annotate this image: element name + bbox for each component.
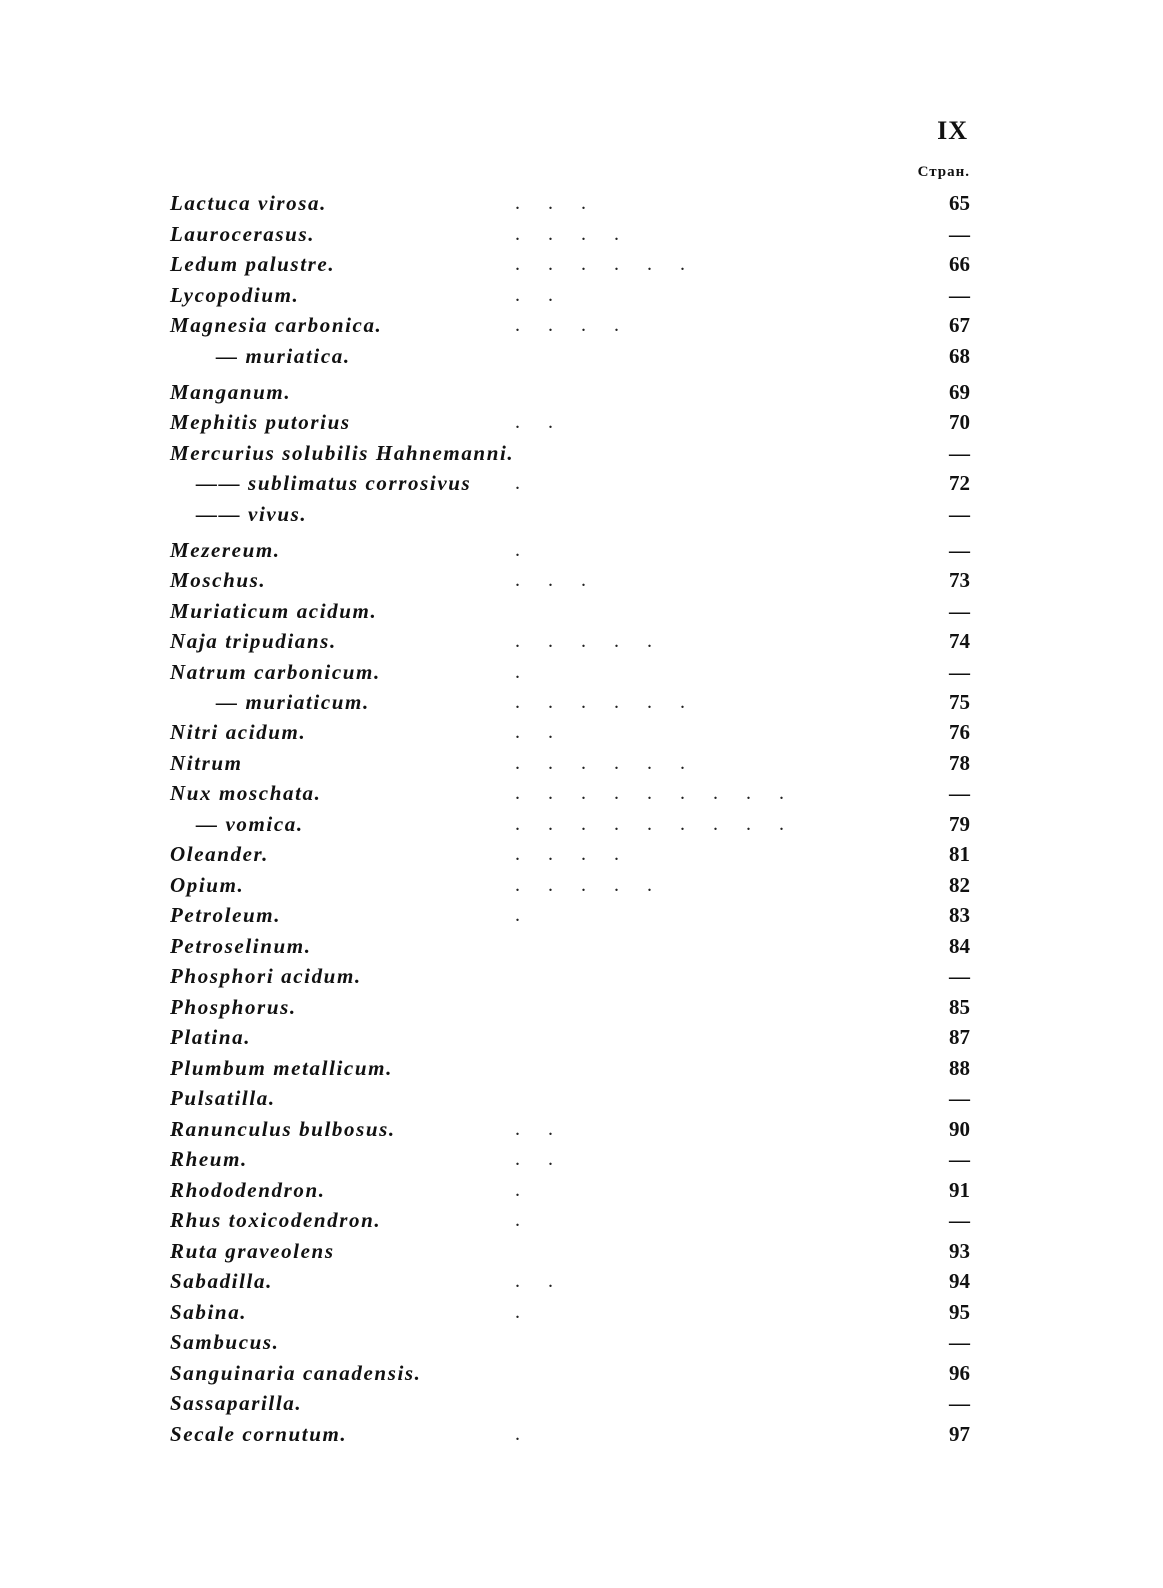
entry-page-number: 84 [949,934,970,958]
dot-leader [515,341,895,371]
toc-entry [0,1266,1163,1296]
entry-page-number: — [949,964,970,988]
entry-page-number: 83 [949,903,970,927]
entry-name: Laurocerasus. [170,222,316,246]
entry-page-number: — [949,283,970,307]
entry-page-number: 94 [949,1269,970,1293]
entry-page-number: 75 [949,690,970,714]
dot-leader: . [515,1209,548,1231]
dot-leader: ......... [515,813,812,835]
entry-name: Oleander. [170,842,269,866]
entry-page-number: 79 [949,812,970,836]
toc-entry [0,961,1163,991]
entry-page-number: — [949,1330,970,1354]
entry-page-number: 90 [949,1117,970,1141]
entry-name: Lactuca virosa. [170,191,327,215]
entry-page-number: 67 [949,313,970,337]
toc-entry [0,499,1163,529]
entry-name: Petroleum. [170,903,282,927]
entry-page-number: — [949,781,970,805]
entry-page-number: 82 [949,873,970,897]
entry-page-number: 66 [949,252,970,276]
entry-name: Natrum carbonicum. [170,660,381,684]
dot-leader: ... [515,192,614,214]
toc-entry [0,992,1163,1022]
toc-entry [0,341,1163,371]
entry-name: — vomica. [196,812,304,836]
entry-name: Phosphori acidum. [170,964,362,988]
entry-page-number: 74 [949,629,970,653]
toc-entry [0,1297,1163,1327]
dot-leader: .... [515,223,647,245]
entry-page-number: 73 [949,568,970,592]
entry-page-number: — [949,599,970,623]
entry-name: Magnesia carbonica. [170,313,383,337]
toc-entry [0,626,1163,656]
dot-leader [515,1053,895,1083]
toc-entry [0,1053,1163,1083]
entry-name: — muriaticum. [216,690,370,714]
entry-page-number: 91 [949,1178,970,1202]
entry-name: Sabina. [170,1300,248,1324]
toc-entry [0,310,1163,340]
entry-page-number: 78 [949,751,970,775]
entry-name: —— sublimatus corrosivus [196,471,472,495]
entry-name: Ruta graveolens [170,1239,335,1263]
toc-entry [0,839,1163,869]
entry-name: Muriaticum acidum. [170,599,378,623]
dot-leader: ...... [515,691,713,713]
dot-leader: .. [515,411,581,433]
toc-entry [0,438,1163,468]
dot-leader [515,438,895,468]
toc-entry [0,717,1163,747]
dot-leader: . [515,1179,548,1201]
toc-entry [0,1388,1163,1418]
toc-entry [0,931,1163,961]
entry-page-number: 70 [949,410,970,434]
toc-entry [0,687,1163,717]
entry-page-number: 76 [949,720,970,744]
entry-page-number: 96 [949,1361,970,1385]
entry-name: Rhus toxicodendron. [170,1208,382,1232]
dot-leader: .. [515,1148,581,1170]
entry-page-number: — [949,1147,970,1171]
entry-name: Manganum. [170,380,292,404]
entry-name: Moschus. [170,568,267,592]
dot-leader [515,377,895,407]
dot-leader [515,1388,895,1418]
entry-name: Sabadilla. [170,1269,273,1293]
toc-entry [0,249,1163,279]
entry-name: Phosphorus. [170,995,297,1019]
entry-name: Ranunculus bulbosus. [170,1117,396,1141]
entry-page-number: 81 [949,842,970,866]
dot-leader: .. [515,284,581,306]
toc-entry [0,1175,1163,1205]
dot-leader [515,961,895,991]
toc-entry [0,565,1163,595]
entry-page-number: 93 [949,1239,970,1263]
dot-leader: . [515,904,548,926]
page-column-header: Стран. [917,164,970,180]
entry-page-number: 68 [949,344,970,368]
entry-name: Pulsatilla. [170,1086,276,1110]
entry-name: Mephitis putorius [170,410,351,434]
toc-entry [0,1205,1163,1235]
toc-entry [0,748,1163,778]
toc-entry [0,468,1163,498]
entry-page-number: — [949,1208,970,1232]
toc-entry [0,870,1163,900]
toc-entry [0,900,1163,930]
toc-entry [0,188,1163,218]
toc-entry [0,778,1163,808]
entry-name: Lycopodium. [170,283,300,307]
toc-entry [0,1358,1163,1388]
dot-leader [515,992,895,1022]
entry-page-number: 85 [949,995,970,1019]
entry-page-number: — [949,441,970,465]
toc-entry [0,657,1163,687]
entry-page-number: 95 [949,1300,970,1324]
entry-page-number: — [949,538,970,562]
toc-entry [0,1022,1163,1052]
entry-page-number: 97 [949,1422,970,1446]
toc-entry [0,1083,1163,1113]
entry-name: Nitrum [170,751,243,775]
dot-leader: ..... [515,630,680,652]
dot-leader: . [515,661,548,683]
dot-leader: ......... [515,782,812,804]
dot-leader: . [515,1301,548,1323]
toc-entry [0,280,1163,310]
entry-page-number: 69 [949,380,970,404]
dot-leader [515,931,895,961]
entry-name: Mezereum. [170,538,281,562]
entry-name: Petroselinum. [170,934,312,958]
dot-leader: .... [515,314,647,336]
dot-leader: ... [515,569,614,591]
entry-name: Ledum palustre. [170,252,336,276]
entry-name: Naja tripudians. [170,629,337,653]
toc-entry [0,535,1163,565]
entry-name: Nux moschata. [170,781,322,805]
dot-leader: .. [515,721,581,743]
dot-leader: .. [515,1118,581,1140]
entry-page-number: 88 [949,1056,970,1080]
dot-leader: . [515,472,548,494]
toc-entry [0,407,1163,437]
dot-leader: ...... [515,752,713,774]
toc-entry [0,1419,1163,1449]
entry-name: Sambucus. [170,1330,280,1354]
entry-page-number: 65 [949,191,970,215]
dot-leader [515,1022,895,1052]
dot-leader: ..... [515,874,680,896]
toc-entry [0,1144,1163,1174]
dot-leader: .. [515,1270,581,1292]
toc-entry [0,596,1163,626]
toc-entry [0,1327,1163,1357]
dot-leader [515,499,895,529]
dot-leader [515,1083,895,1113]
entry-page-number: 87 [949,1025,970,1049]
toc-entry [0,1236,1163,1266]
entry-name: Rheum. [170,1147,248,1171]
entry-name: Mercurius solubilis Hahnemanni. [170,441,515,465]
entry-name: Nitri acidum. [170,720,307,744]
entry-name: Secale cornutum. [170,1422,348,1446]
dot-leader [515,1358,895,1388]
toc-entry [0,219,1163,249]
page-number: IX [937,116,968,145]
entry-name: Plumbum metallicum. [170,1056,393,1080]
entry-page-number: 72 [949,471,970,495]
dot-leader: . [515,539,548,561]
entry-name: — muriatica. [216,344,351,368]
dot-leader [515,1236,895,1266]
toc-entry [0,1114,1163,1144]
toc-entry [0,377,1163,407]
dot-leader: ...... [515,253,713,275]
entry-name: —— vivus. [196,502,308,526]
entry-page-number: — [949,1391,970,1415]
entry-page-number: — [949,1086,970,1110]
dot-leader: . [515,1423,548,1445]
entry-page-number: — [949,222,970,246]
toc-entry [0,809,1163,839]
entry-name: Platina. [170,1025,252,1049]
entry-name: Sanguinaria canadensis. [170,1361,422,1385]
dot-leader: .... [515,843,647,865]
entry-name: Rhododendron. [170,1178,326,1202]
entry-page-number: — [949,660,970,684]
entry-name: Sassaparilla. [170,1391,303,1415]
entry-name: Opium. [170,873,245,897]
dot-leader [515,1327,895,1357]
entry-page-number: — [949,502,970,526]
dot-leader [515,596,895,626]
